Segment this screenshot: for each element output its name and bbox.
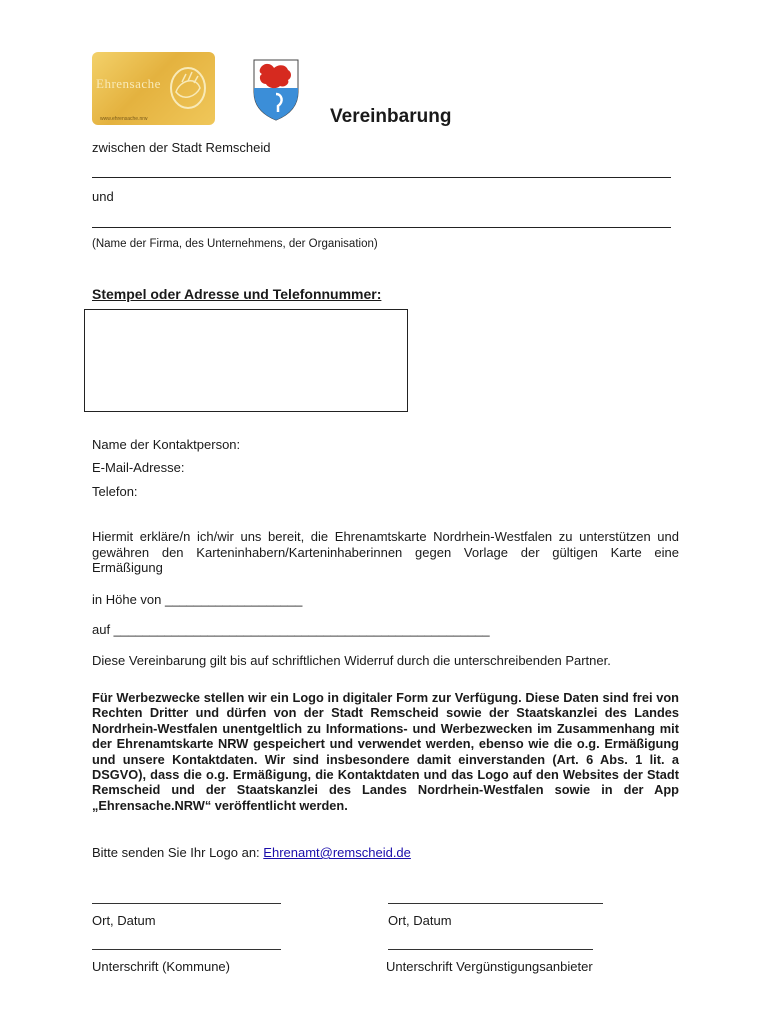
signature-left: Unterschrift (Kommune): [92, 959, 230, 974]
stamp-heading: Stempel oder Adresse und Telefonnummer:: [92, 286, 382, 302]
signature-line-left: [92, 949, 281, 950]
contact-email-label: E-Mail-Adresse:: [92, 460, 185, 475]
advertising-text: Für Werbezwecke stellen wir ein Logo in digitaler Form zur Verfügung. Diese Daten sind frei von Rechten Dritter und dürfen von der Stadt Remscheid sowie der Staatskanzlei des Landes Nordrhein-Westfalen unentgeltlich zu Informations- und Werbezwecken im Zusammenhang mit der Ehrenamtskarte NRW gespeichert und verwendet werden, ebenso wie die o.g. Ermäßigung und unsere Kontaktdaten. Wir sind insbesondere damit einverstanden (Art. 6 Abs. 1 lit. a DSGVO), dass die o.g. Ermäßigung, die Kontaktdaten und das Logo auf den Websites der Stadt Remscheid und der Staatskanzlei des Landes Nordrhein-Westfalen sowie in der App „Ehrensache.NRW“ veröffentlicht werden.: [92, 690, 679, 813]
place-date-line-right: [388, 903, 603, 904]
signature-line-right: [388, 949, 593, 950]
logo-request: [92, 845, 411, 860]
stamp-box[interactable]: [84, 309, 408, 412]
on-line: auf ____________________________________________________: [92, 622, 490, 637]
coat-of-arms-icon: [252, 58, 300, 122]
place-date-left: Ort, Datum: [92, 913, 156, 928]
logo-subtitle: www.ehrensache.nrw: [100, 116, 148, 122]
contact-phone-label: Telefon:: [92, 484, 138, 499]
firm-note: (Name der Firma, des Unternehmens, der Organisation): [92, 238, 378, 250]
place-date-right: Ort, Datum: [388, 913, 452, 928]
hand-heart-icon: [166, 62, 210, 112]
party-line-1: [92, 177, 671, 178]
place-date-line-left: [92, 903, 281, 904]
logo-text: Ehrensache: [96, 76, 161, 91]
party-line-2: [92, 227, 671, 228]
logo-request-prefix: Bitte senden Sie Ihr Logo an:: [92, 845, 264, 860]
email-link[interactable]: Ehrenamt@remscheid.de: [263, 845, 411, 860]
declaration-text: Hiermit erkläre/n ich/wir uns bereit, die Ehrenamtskarte Nordrhein-Westfalen zu unterstützen und gewähren den Karteninhabern/Karteninhaberinnen gegen Vorlage der gültigen Karte eine Ermäßigung: [92, 529, 679, 575]
and-word: und: [92, 189, 114, 204]
ehrensache-logo: [92, 52, 215, 125]
page-title: Vereinbarung: [330, 106, 452, 127]
between-line: zwischen der Stadt Remscheid: [92, 140, 271, 155]
signature-right: Unterschrift Vergünstigungsanbieter: [386, 959, 593, 974]
amount-line: in Höhe von ___________________: [92, 592, 303, 607]
contact-name-label: Name der Kontaktperson:: [92, 437, 241, 452]
validity-text: Diese Vereinbarung gilt bis auf schriftlichen Widerruf durch die unterschreibenden Partner.: [92, 653, 611, 668]
